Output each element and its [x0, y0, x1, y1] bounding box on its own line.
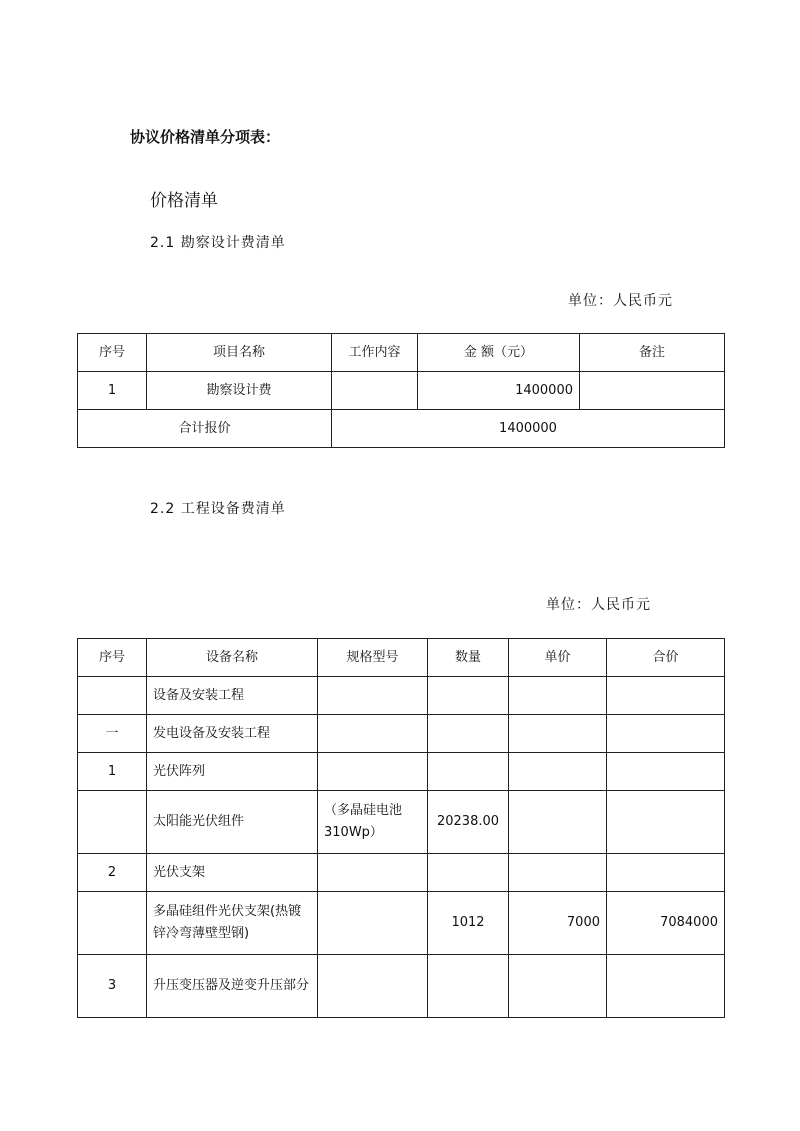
header-cell: 序号 [78, 639, 147, 677]
table-row [78, 791, 725, 854]
total-label: 合计报价 [78, 410, 332, 448]
equipment-name: 升压变压器及逆变升压部分 [147, 955, 318, 1018]
spec: （多晶硅电池310Wp） [318, 791, 428, 854]
spec [318, 753, 428, 791]
quantity [428, 677, 509, 715]
spec [318, 677, 428, 715]
total-price [607, 791, 725, 854]
equipment-name: 设备及安装工程 [147, 677, 318, 715]
equipment-name: 光伏支架 [147, 854, 318, 892]
total-price [607, 955, 725, 1018]
row-number [78, 791, 147, 854]
header-cell: 备注 [580, 334, 725, 372]
equipment-name: 多晶硅组件光伏支架(热镀锌冷弯薄壁型钢) [147, 892, 318, 955]
item-name: 勘察设计费 [147, 372, 332, 410]
header-cell: 单价 [509, 639, 607, 677]
work-content [332, 372, 418, 410]
equipment-name: 太阳能光伏组件 [147, 791, 318, 854]
table-row [78, 677, 725, 715]
unit-price [509, 955, 607, 1018]
amount: 1400000 [418, 372, 580, 410]
equipment-subtitle: 2.2 工程设备费清单 [150, 501, 286, 517]
survey-fee-table [77, 333, 725, 448]
header-cell: 金 额（元） [418, 334, 580, 372]
unit-price: 7000 [509, 892, 607, 955]
unit-price [509, 753, 607, 791]
quantity: 1012 [428, 892, 509, 955]
total-price [607, 854, 725, 892]
section-title: 价格清单 [150, 191, 218, 211]
row-number: 1 [78, 372, 147, 410]
row-number: 2 [78, 854, 147, 892]
row-number: 1 [78, 753, 147, 791]
equipment-name: 光伏阵列 [147, 753, 318, 791]
note [580, 372, 725, 410]
quantity: 20238.00 [428, 791, 509, 854]
table-row [78, 715, 725, 753]
total-price [607, 677, 725, 715]
header-cell: 合价 [607, 639, 725, 677]
table-header-row [78, 334, 725, 372]
header-cell: 规格型号 [318, 639, 428, 677]
unit-price [509, 854, 607, 892]
row-number [78, 677, 147, 715]
total-value: 1400000 [332, 410, 725, 448]
table-row [78, 892, 725, 955]
header-cell: 序号 [78, 334, 147, 372]
unit-price [509, 791, 607, 854]
table-row [78, 955, 725, 1018]
survey-unit: 单位：人民币元 [568, 293, 673, 309]
quantity [428, 854, 509, 892]
table-row [78, 854, 725, 892]
unit-price [509, 715, 607, 753]
header-cell: 项目名称 [147, 334, 332, 372]
equipment-fee-table [77, 638, 725, 1018]
quantity [428, 955, 509, 1018]
row-number: 一 [78, 715, 147, 753]
spec [318, 955, 428, 1018]
header-cell: 设备名称 [147, 639, 318, 677]
unit-price [509, 677, 607, 715]
row-number [78, 892, 147, 955]
header-cell: 工作内容 [332, 334, 418, 372]
equipment-unit: 单位：人民币元 [546, 597, 651, 613]
spec [318, 892, 428, 955]
table-header-row [78, 639, 725, 677]
total-row [78, 410, 725, 448]
document-title: 协议价格清单分项表： [130, 128, 281, 146]
header-cell: 数量 [428, 639, 509, 677]
total-price: 7084000 [607, 892, 725, 955]
spec [318, 854, 428, 892]
table-row [78, 753, 725, 791]
total-price [607, 715, 725, 753]
quantity [428, 753, 509, 791]
equipment-name: 发电设备及安装工程 [147, 715, 318, 753]
row-number: 3 [78, 955, 147, 1018]
spec [318, 715, 428, 753]
survey-subtitle: 2.1 勘察设计费清单 [150, 235, 286, 251]
total-price [607, 753, 725, 791]
quantity [428, 715, 509, 753]
table-row [78, 372, 725, 410]
